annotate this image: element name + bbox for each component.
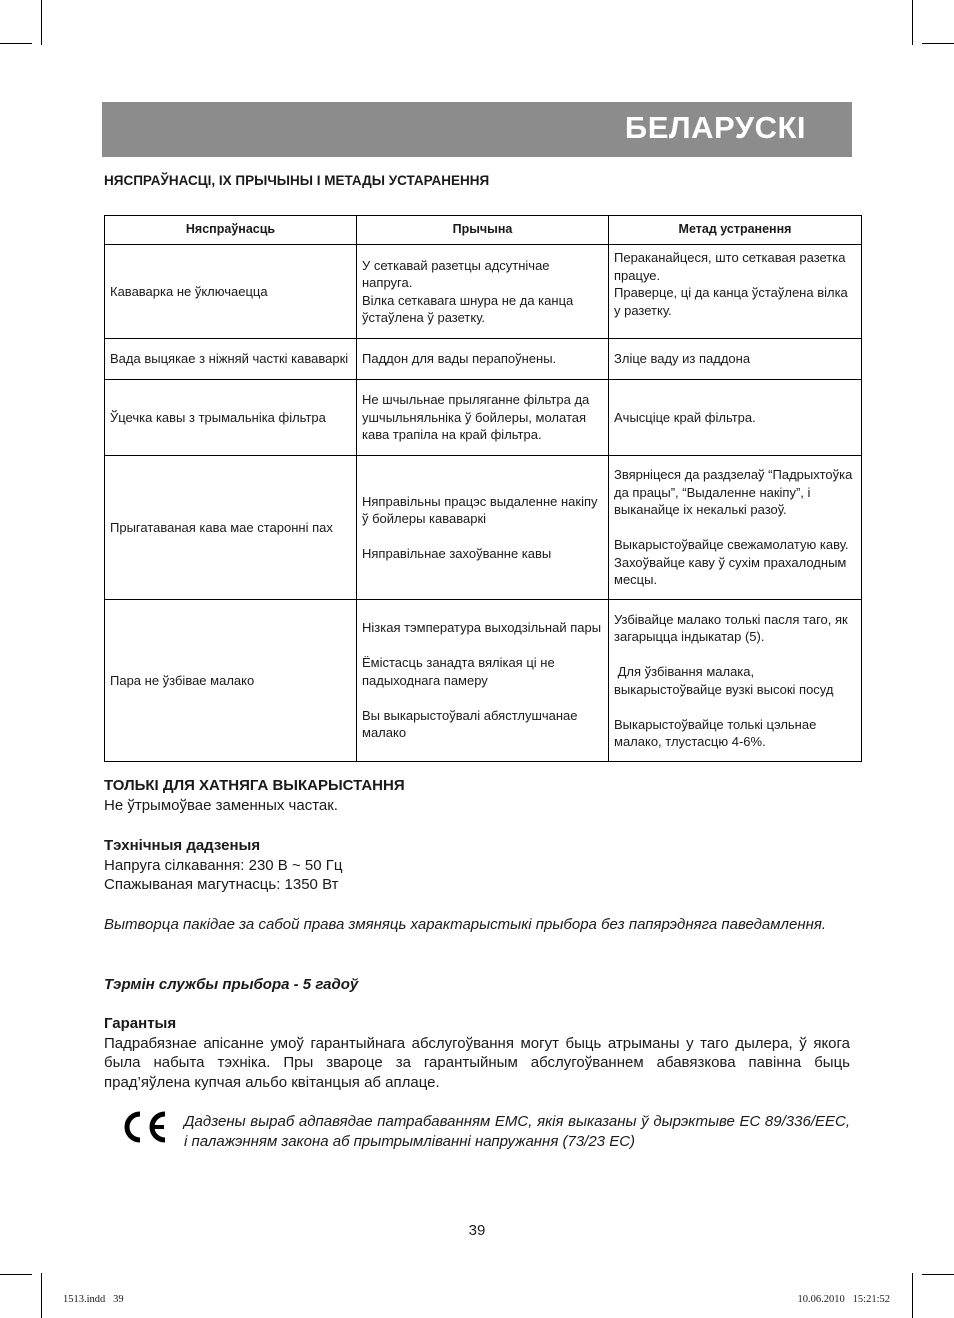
cause-cell: У сеткавай разетцы адсутнічае напруга. Вілка сеткавага шнура не да канца ўстаўлена ў разетку. [357, 245, 609, 339]
footer-timestamp: 10.06.2010 15:21:52 [797, 1294, 890, 1305]
fault-cell: Кававарка не ўключаецца [105, 245, 357, 339]
ce-notice-text: Дадзены выраб адпавядае патрабаванням ЕМС, якія выказаны ў дырэктыве ЕС 89/336/ЕЕС, і палажэнням закона аб прытрымліванні напружання (73/23 ЕС) [184, 1113, 850, 1150]
column-header-cause: Прычына [357, 216, 609, 245]
home-use-text: Не ўтрымоўвае заменных частак. [104, 796, 338, 814]
disclaimer-text: Вытворца пакідае за сабой права змяняць характарыстыкі прыбора без папярэдняга паведамлення. [104, 916, 827, 933]
service-life-text: Тэрмін службы прыбора - 5 гадоў [104, 976, 359, 993]
home-use-title: ТОЛЬКІ ДЛЯ ХАТНЯГА ВЫКАРЫСТАННЯ [104, 777, 405, 794]
table-row [105, 339, 862, 380]
cause-cell: Нізкая тэмпература выходзільнай пары Ёмістасць занадта вялікая ці не падыходнага памеру Вы выкарыстоўвалі абястлушчанае малако [357, 600, 609, 762]
troubleshooting-table [104, 215, 862, 762]
crop-mark [41, 1273, 42, 1318]
crop-mark [0, 43, 32, 44]
remedy-cell: Ачысціце край фільтра. [609, 380, 862, 456]
fault-cell: Пара не ўзбівае малако [105, 600, 357, 762]
warranty-text: Падрабязнае апісанне умоў гарантыйнага абслугоўвання могут быць атрыманы у таго дылера, ў якога была набыта тэхніка. Пры звароце за гарантыйным абслугоўваннем абавязкова павінна быць прад’яўлена купчая альбо квітанцыя аб аплаце. [104, 1034, 850, 1091]
fault-cell: Ўцечка кавы з трымальніка фільтра [105, 380, 357, 456]
language-title: БЕЛАРУСКІ [624, 110, 806, 145]
remedy-cell: Зліце ваду из паддона [609, 339, 862, 380]
specs-power: Спажываная магутнасць: 1350 Вт [104, 876, 339, 893]
warranty-block [104, 1014, 850, 1092]
crop-mark [922, 43, 954, 44]
remedy-cell: Звярніцеся да раздзелаў “Падрыхтоўка да працы”, “Выдаленне накіпу”, і выканайце іх некалькі разоў. Выкарыстоўвайце свежамолатую каву. Захоўвайце каву ў сухім прахалодным месцы. [609, 456, 862, 600]
remedy-cell: Узбівайце малако толькі пасля таго, як загарыцца індыкатар (5). Для ўзбівання малака, выкарыстоўвайце вузкі высокі посуд Выкарыстоўвайце толькі цэльнае малако, тлустасцю 4-6%. [609, 600, 862, 762]
specs-title: Тэхнічныя дадзеныя [104, 837, 261, 854]
ce-mark-icon [120, 1108, 170, 1146]
column-header-remedy: Метад устранення [609, 216, 862, 245]
crop-mark [912, 1273, 913, 1318]
table-row [105, 600, 862, 762]
language-header-bar [102, 102, 852, 157]
remedy-cell: Пераканайцеся, што сеткавая разетка працуе. Праверце, ці да канца ўстаўлена вілка у разетку. [609, 245, 862, 339]
section-title: НЯСПРАЎНАСЦІ, ІХ ПРЫЧЫНЫ І МЕТАДЫ УСТАРАНЕННЯ [104, 173, 490, 188]
column-header-fault: Няспраўнасць [105, 216, 357, 245]
fault-cell: Прыгатаваная кава мае старонні пах [105, 456, 357, 600]
home-use-block [104, 776, 850, 815]
table-row [105, 380, 862, 456]
crop-mark [912, 0, 913, 45]
table-header-row [105, 216, 862, 245]
warranty-title: Гарантыя [104, 1015, 177, 1032]
footer-file: 1513.indd 39 [63, 1294, 124, 1305]
page-number: 39 [468, 1222, 486, 1239]
table-row [105, 456, 862, 600]
fault-cell: Вада выцякае з ніжняй часткі кававаркі [105, 339, 357, 380]
crop-mark [41, 0, 42, 45]
specs-block [104, 836, 850, 895]
crop-mark [0, 1274, 32, 1275]
table-row [105, 245, 862, 339]
cause-cell: Няправільны працэс выдаленне накіпу ў бойлеры кававаркі Няправільнае захоўванне кавы [357, 456, 609, 600]
crop-mark [922, 1274, 954, 1275]
cause-cell: Паддон для вады перапоўнены. [357, 339, 609, 380]
cause-cell: Не шчыльнае прыляганне фільтра да ушчыльняльніка ў бойлеры, молатая кава трапіла на край фільтра. [357, 380, 609, 456]
specs-voltage: Напруга сілкавання: 230 В ~ 50 Гц [104, 856, 343, 874]
